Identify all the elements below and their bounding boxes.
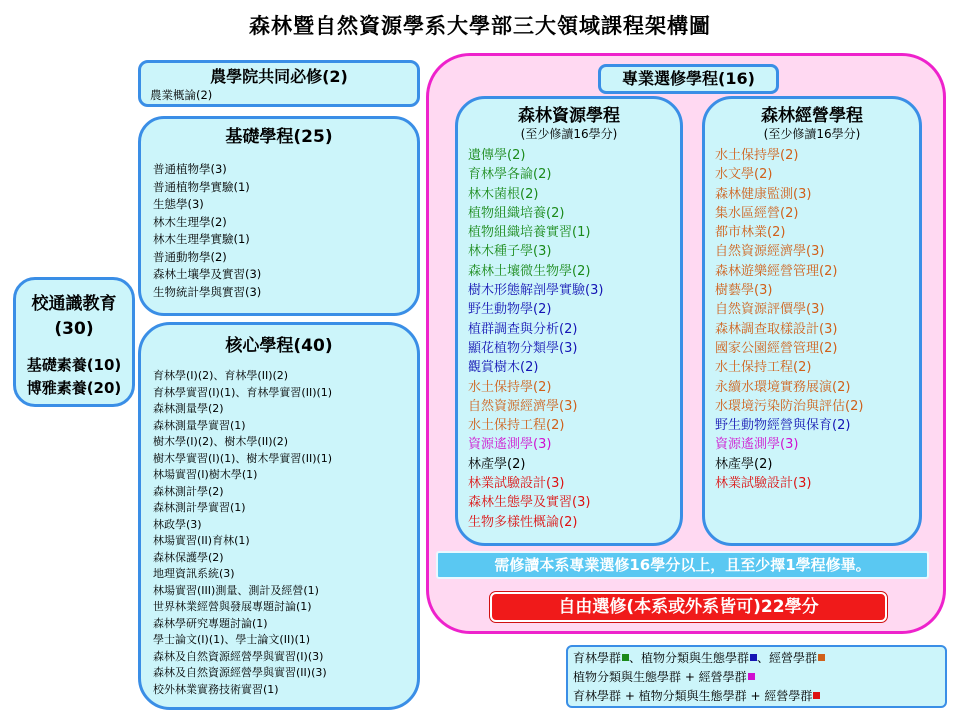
management-course-item: 國家公園經營管理(2): [715, 340, 838, 356]
elective-requirement-notice: [436, 551, 929, 579]
resources-course-item: 植物組織培養(2): [468, 205, 565, 221]
core-course-item: 世界林業經營與發展專題討論(1): [153, 600, 312, 613]
basic-course-item: 普通植物學實驗(1): [153, 179, 250, 194]
general-education-title: 校通識教育: [31, 294, 117, 314]
resources-course-item: 顯花植物分類學(3): [468, 340, 578, 356]
resources-course-item: 水土保持工程(2): [468, 418, 565, 434]
elective-requirement-text: 需修讀本系專業選修16學分以上，且至少擇1學程修畢。: [494, 556, 871, 574]
core-course-item: 森林學研究專題討論(1): [153, 616, 268, 630]
core-program-box: [138, 322, 420, 710]
legend-text: 育林學群 + 植物分類與生態學群 + 經營學群: [573, 689, 813, 703]
resources-course-item: 森林土壤微生物學(2): [468, 263, 591, 279]
basic-course-item: 林木生理學實驗(1): [153, 232, 250, 246]
legend-text: 育林學群: [573, 651, 622, 665]
resources-course-item: 林業試驗設計(3): [468, 476, 565, 492]
resources-course-item: 野生動物學(2): [468, 302, 552, 318]
legend-color-square-icon: [818, 654, 825, 661]
basic-course-item: 生態學(3): [153, 197, 204, 211]
management-course-item: 森林調查取樣設計(3): [715, 321, 838, 337]
core-course-item: 林場實習(III)測量、測計及經營(1): [153, 583, 319, 597]
management-course-item: 永續水環境實務展演(2): [715, 379, 851, 395]
core-course-item: 地理資訊系統(3): [153, 567, 235, 580]
resources-program-title: 森林資源學程: [518, 106, 620, 126]
legend-color-square-icon: [748, 673, 755, 680]
legend-row: [573, 668, 945, 687]
resources-course-item: 觀賞樹木(2): [468, 360, 539, 376]
core-course-item: 森林測量學實習(1): [153, 418, 246, 432]
resources-program-subtitle: (至少修讀16學分): [520, 127, 618, 141]
core-course-item: 樹木學實習(I)(1)、樹木學實習(II)(1): [153, 451, 333, 465]
free-elective-banner: [490, 592, 887, 622]
management-course-item: 森林遊樂經營管理(2): [715, 263, 838, 279]
core-course-item: 森林及自然資源經營學與實習(I)(3): [153, 649, 324, 663]
resources-program-box: [455, 96, 683, 546]
management-course-item: 林業試驗設計(3): [715, 476, 812, 492]
core-course-item: 林政學(3): [153, 517, 202, 531]
management-program-title: 森林經營學程: [761, 106, 863, 126]
basic-course-item: 普通植物學(3): [153, 162, 227, 176]
core-program-title: 核心學程(40): [225, 336, 333, 356]
resources-course-item: 林木種子學(3): [468, 244, 552, 260]
core-course-item: 森林保護學(2): [153, 550, 224, 564]
general-education-credits: (30): [54, 319, 94, 339]
core-course-item: 森林測計學實習(1): [153, 501, 246, 514]
management-course-item: 水土保持學(2): [715, 148, 799, 163]
management-course-item: 水土保持工程(2): [715, 360, 812, 376]
management-course-item: 森林健康監測(3): [715, 186, 812, 202]
resources-course-item: 生物多樣性概論(2): [468, 514, 578, 530]
management-course-item: 自然資源評價學(3): [715, 302, 825, 318]
basic-course-item: 普通動物學(2): [153, 249, 227, 264]
resources-course-item: 林產學(2): [468, 456, 526, 472]
legend-color-square-icon: [813, 692, 820, 699]
general-education-line1: 基礎素養(10): [26, 356, 122, 374]
legend-color-square-icon: [622, 654, 629, 661]
resources-course-item: 林木菌根(2): [468, 186, 539, 202]
college-required-box: [138, 60, 420, 107]
resources-course-item: 育林學各論(2): [468, 167, 552, 183]
legend-row: [573, 649, 945, 668]
basic-program-box: [138, 116, 420, 316]
resources-course-item: 自然資源經濟學(3): [468, 398, 578, 414]
management-course-item: 野生動物經營與保育(2): [715, 418, 851, 434]
general-education-box: [13, 277, 135, 407]
management-course-item: 水文學(2): [715, 167, 773, 183]
core-course-item: 樹木學(I)(2)、樹木學(II)(2): [153, 435, 289, 448]
resources-course-list: [468, 146, 680, 532]
legend-color-square-icon: [750, 654, 757, 661]
free-elective-text: 自由選修(本系或外系皆可)22學分: [558, 597, 819, 617]
core-course-item: 森林測量學(2): [153, 402, 224, 415]
management-program-subtitle: (至少修讀16學分): [763, 127, 861, 141]
management-course-item: 樹藝學(3): [715, 283, 773, 299]
management-program-box: [702, 96, 922, 546]
basic-course-item: 生物統計學與實習(3): [153, 284, 262, 299]
elective-title: 專業選修學程(16): [622, 69, 755, 88]
resources-course-item: 植物組織培養實習(1): [468, 225, 591, 241]
legend-row: [573, 687, 945, 706]
core-course-item: 育林學(I)(2)、育林學(II)(2): [153, 369, 289, 382]
elective-title-box: [598, 64, 779, 94]
resources-course-item: 植群調查與分析(2): [468, 321, 578, 337]
basic-program-title: 基礎學程(25): [225, 127, 333, 147]
legend-text: 植物分類與生態學群 + 經營學群: [573, 670, 747, 684]
legend-text: 、植物分類與生態學群: [629, 651, 750, 665]
legend-box: [566, 645, 947, 708]
management-course-item: 資源遙測學(3): [715, 437, 799, 453]
legend-text: 、經營學群: [757, 651, 818, 665]
management-course-item: 水環境污染防治與評估(2): [715, 398, 864, 414]
core-course-item: 林場實習(II)育林(1): [153, 534, 250, 547]
management-course-list: [715, 146, 919, 493]
core-course-item: 林場實習(I)樹木學(1): [153, 468, 258, 481]
basic-course-list: [153, 161, 417, 301]
core-course-item: 森林測計學(2): [153, 484, 224, 498]
management-course-item: 集水區經營(2): [715, 205, 799, 221]
basic-course-item: 森林土壤學及實習(3): [153, 267, 262, 281]
resources-course-item: 資源遙測學(3): [468, 437, 552, 453]
resources-course-item: 水土保持學(2): [468, 379, 552, 395]
resources-course-item: 遺傳學(2): [468, 148, 526, 163]
general-education-line2: 博雅素養(20): [26, 379, 122, 397]
college-required-title: 農學院共同必修(2): [210, 67, 348, 86]
college-required-course: 農業概論(2): [150, 88, 213, 102]
management-course-item: 自然資源經濟學(3): [715, 244, 825, 260]
basic-course-item: 林木生理學(2): [153, 214, 227, 229]
core-course-item: 學士論文(I)(1)、學士論文(II)(1): [153, 633, 311, 646]
core-course-item: 育林學實習(I)(1)、育林學實習(II)(1): [153, 385, 333, 399]
core-course-item: 校外林業實務技術實習(1): [153, 682, 279, 696]
core-course-list: [153, 368, 417, 698]
resources-course-item: 樹木形態解剖學實驗(3): [468, 283, 604, 299]
page-title: 森林暨自然資源學系大學部三大領域課程架構圖: [249, 14, 711, 38]
resources-course-item: 森林生態學及實習(3): [468, 495, 591, 511]
management-course-item: 都市林業(2): [715, 225, 786, 241]
management-course-item: 林產學(2): [715, 456, 773, 472]
core-course-item: 森林及自然資源經營學與實習(II)(3): [153, 666, 327, 679]
